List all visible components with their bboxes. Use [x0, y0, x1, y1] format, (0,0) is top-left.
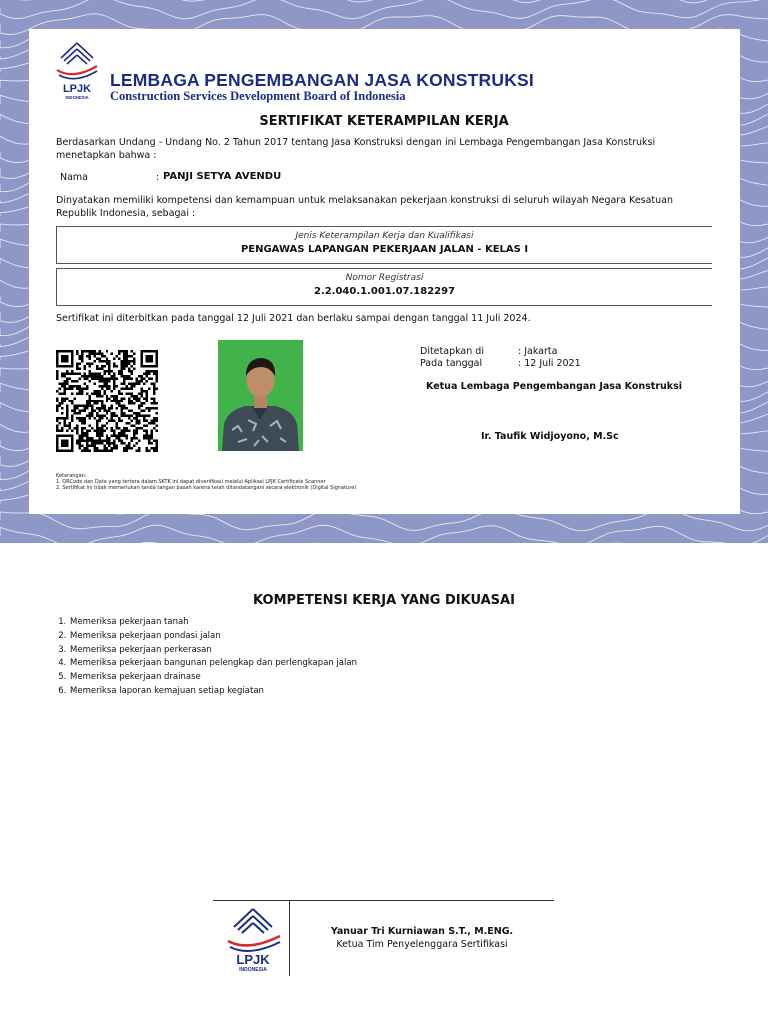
competency-title: KOMPETENSI KERJA YANG DIKUASAI — [253, 593, 515, 608]
intro-text: Berdasarkan Undang - Undang No. 2 Tahun 2017 tentang Jasa Konstruksi dengan ini Lembaga Pengembangan Jasa Konstruksi menetapkan bahwa : — [56, 137, 656, 161]
date-value: : 12 Juli 2021 — [518, 358, 581, 369]
org-name: LEMBAGA PENGEMBANGAN JASA KONSTRUKSI — [110, 70, 534, 90]
footer-logo-country: INDONESIA — [239, 967, 267, 973]
place-value: : Jakarta — [518, 346, 558, 357]
list-item: 3. Memeriksa pekerjaan perkerasan — [69, 644, 357, 658]
list-item: 1. Memeriksa pekerjaan tanah — [69, 616, 357, 630]
qr-code — [56, 350, 158, 452]
holder-photo — [218, 340, 303, 451]
footer-role: Ketua Tim Penyelenggara Sertifikasi — [336, 939, 508, 950]
note-item: 1. QRCode dan Data yang tertera dalam SKTK ini dapat diverifikasi melalui Aplikasi LPJK Certificate Scanner — [56, 479, 326, 485]
note-item: 2. Sertifikat ini tidak memerlukan tanda tangan basah karena telah ditandatangani secara elektronik (Digital Signature) — [56, 485, 357, 491]
notes — [56, 473, 356, 491]
footer-logo-text: LPJK — [236, 952, 270, 967]
list-item: 6. Memeriksa laporan kemajuan setiap kegiatan — [69, 685, 357, 699]
list-item: 2. Memeriksa pekerjaan pondasi jalan — [69, 630, 357, 644]
list-item: 5. Memeriksa pekerjaan drainase — [69, 671, 357, 685]
registration-value: 2.2.040.1.001.07.182297 — [313, 286, 456, 297]
date-label: Pada tanggal — [420, 358, 483, 369]
org-subtitle: Construction Services Development Board of Indonesia — [110, 89, 406, 103]
place-label: Ditetapkan di — [420, 346, 484, 357]
qualification-caption: Jenis Keterampilan Kerja dan Kualifikasi — [295, 231, 474, 241]
registration-caption: Nomor Registrasi — [345, 273, 424, 283]
list-item: 4. Memeriksa pekerjaan bangunan pelengkap dan perlengkapan jalan — [69, 657, 357, 671]
footer-name: Yanuar Tri Kurniawan S.T., M.ENG. — [330, 926, 514, 937]
qualification-value: PENGAWAS LAPANGAN PEKERJAAN JALAN - KELAS I — [240, 244, 529, 255]
logo-country: INDONESIA — [65, 95, 89, 100]
competency-list — [56, 616, 357, 699]
logo-text: LPJK — [62, 83, 92, 95]
statement-text: Dinyatakan memiliki kompetensi dan kemampuan untuk melaksanakan pekerjaan konstruksi di seluruh wilayah Negara Kesatuan Republik Indonesia, sebagai : — [56, 195, 674, 219]
name-label: Nama — [60, 172, 89, 183]
qualification-box — [56, 226, 712, 264]
holder-name: PANJI SETYA AVENDU — [163, 171, 282, 182]
notes-title: Keterangan: — [56, 473, 87, 479]
lpjk-logo-icon — [53, 40, 101, 102]
lpjk-footer-logo-icon — [222, 905, 284, 973]
issued-text: Sertifikat ini diterbitkan pada tanggal 12 Juli 2021 dan berlaku sampai dengan tanggal 11 Juli 2024. — [56, 313, 531, 324]
footer-vertical-divider — [289, 900, 290, 976]
chair-title: Ketua Lembaga Pengembangan Jasa Konstruksi — [426, 381, 683, 392]
qr-modules — [56, 350, 158, 452]
chair-name: Ir. Taufik Widjoyono, M.Sc — [481, 431, 619, 442]
certificate-title: SERTIFIKAT KETERAMPILAN KERJA — [259, 114, 509, 129]
registration-box — [56, 268, 712, 306]
name-colon: : — [156, 172, 160, 183]
footer-divider — [213, 900, 554, 901]
